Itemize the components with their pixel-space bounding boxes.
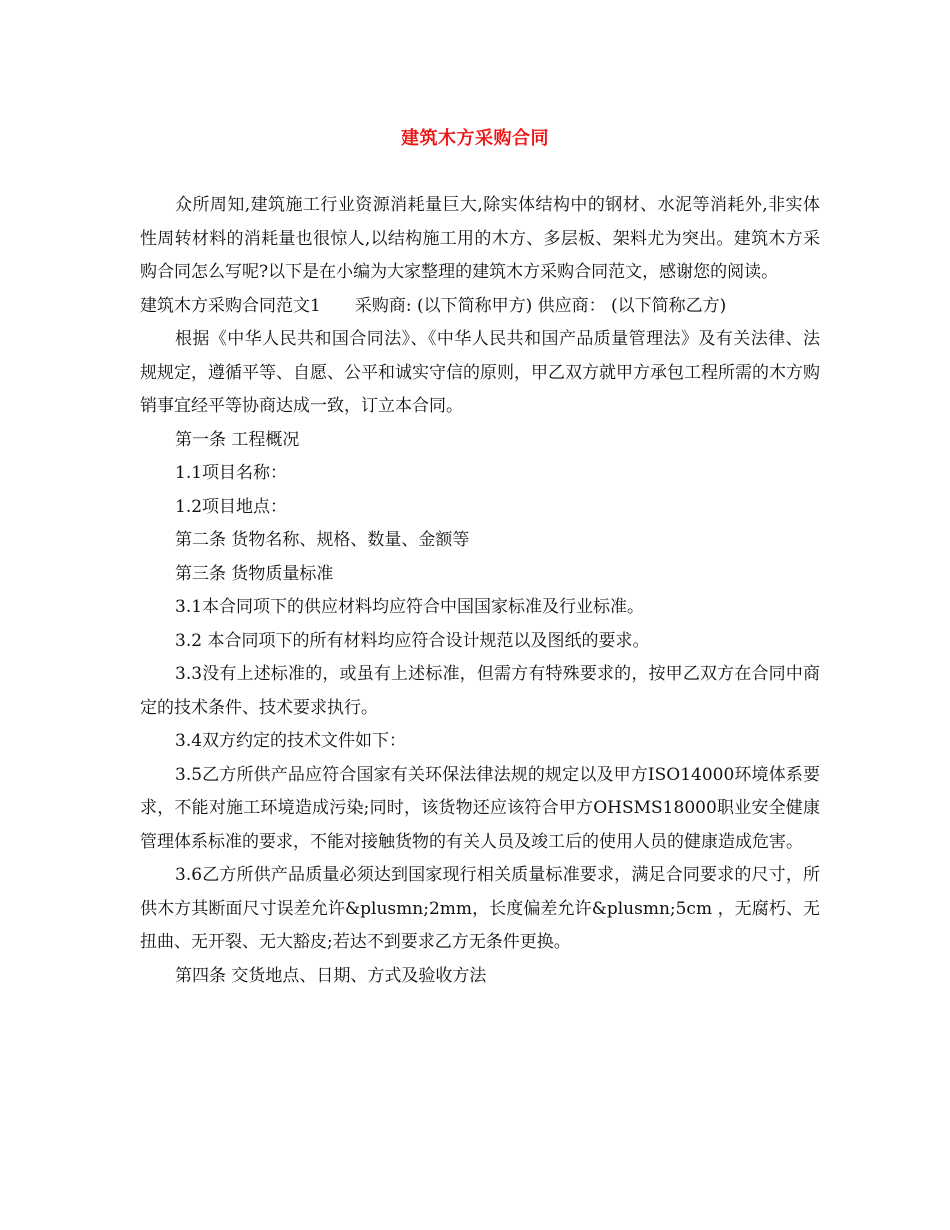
clause: 1.2项目地点： <box>175 496 288 517</box>
section-heading: 第三条 货物质量标准 <box>175 563 334 584</box>
sample-heading: 建筑木方采购合同范文1 <box>140 295 321 316</box>
clause: 3.3没有上述标准的，或虽有上述标准，但需方有特殊要求的，按甲乙双方在合同中商定的技术条件、技术要求执行。 <box>140 664 820 718</box>
document-title: 建筑木方采购合同 <box>401 128 549 149</box>
section-heading: 第四条 交货地点、日期、方式及验收方法 <box>175 965 487 986</box>
clause: 3.2 本合同项下的所有材料均应符合设计规范以及图纸的要求。 <box>175 630 650 651</box>
clause: 3.5乙方所供产品应符合国家有关环保法律法规的规定以及甲方ISO14000环境体系要求，不能对施工环境造成污染;同时，该货物还应该符合甲方OHSMS18000职业安全健康管理体系标准的要求，不能对接触货物的有关人员及竣工后的使用人员的健康造成危害。 <box>140 764 820 852</box>
clause: 3.1本合同项下的供应材料均应符合中国国家标准及行业标准。 <box>175 597 645 617</box>
paragraph: 根据《中华人民共和国合同法》、《中华人民共和国产品质量管理法》及有关法律、法规规定，遵循平等、自愿、公平和诚实守信的原则，甲乙双方就甲方承包工程所需的木方购销事宜经平等协商达成一致，订立本合同。 <box>140 329 820 416</box>
section-heading: 第一条 工程概况 <box>175 429 300 450</box>
clause: 3.6乙方所供产品质量必须达到国家现行相关质量标准要求，满足合同要求的尺寸，所供木方其断面尺寸误差允许&plusmn;2mm，长度偏差允许&plusmn;5cm ，无腐朽、无扭曲、无开裂、无大豁皮;若达不到要求乙方无条件更换。 <box>140 865 820 952</box>
clause: 3.4双方约定的技术文件如下： <box>175 731 407 751</box>
parties-line: 采购商: (以下简称甲方) 供应商： (以下简称乙方) <box>354 295 727 316</box>
intro-paragraph: 众所周知,建筑施工行业资源消耗量巨大,除实体结构中的钢材、水泥等消耗外,非实体性周转材料的消耗量也很惊人,以结构施工用的木方、多层板、架料尤为突出。建筑木方采购合同怎么写呢?以下是在小编为大家整理的建筑木方采购合同范文，感谢您的阅读。 <box>140 195 820 282</box>
section-heading: 第二条 货物名称、规格、数量、金额等 <box>175 530 470 550</box>
sample-heading-line <box>140 290 820 324</box>
clause: 1.1项目名称： <box>175 463 288 483</box>
document-body <box>140 189 820 993</box>
